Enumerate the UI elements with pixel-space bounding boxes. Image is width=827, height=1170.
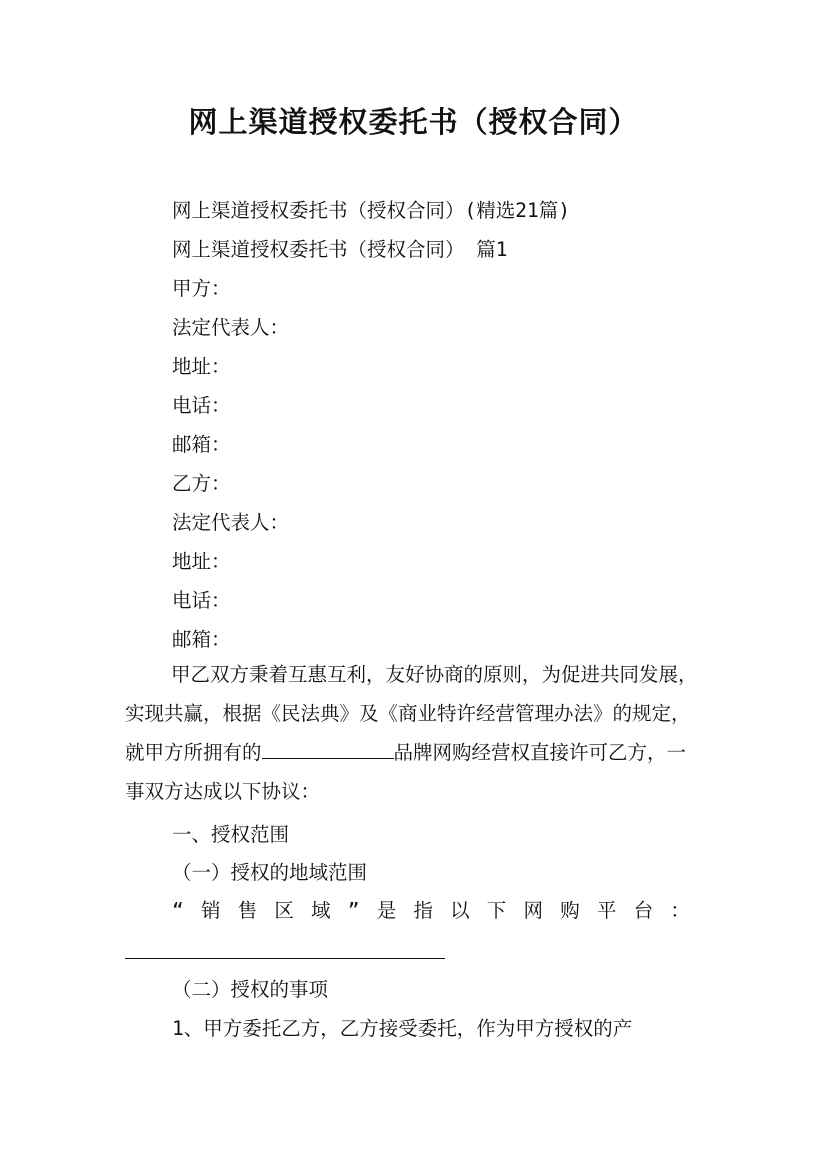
sales-area-line — [172, 898, 690, 924]
intro-paragraph — [125, 655, 705, 811]
sales-area-char: 售 — [237, 899, 258, 922]
sales-area-char: 区 — [274, 899, 294, 922]
section-heading: 网上渠道授权委托书（授权合同） 篇1 — [172, 238, 508, 261]
party-a-phone: 电话： — [172, 394, 231, 417]
sales-area-char: 平 — [596, 899, 617, 922]
party-b-email: 邮箱： — [172, 628, 231, 651]
sales-area-char: 下 — [486, 899, 507, 922]
sales-area-char: 域 — [311, 899, 331, 922]
document-title: 网上渠道授权委托书（授权合同） — [188, 105, 639, 139]
sales-area-char: 以 — [450, 899, 470, 922]
intro-text-part2: 品牌网购经营权直接许可乙方，一事双方达成以下协议： — [125, 741, 687, 803]
sales-area-char: 网 — [523, 899, 544, 922]
party-a-email: 邮箱： — [172, 433, 231, 456]
item1-text: 1、甲方委托乙方，乙方接受委托，作为甲方授权的产 — [172, 1017, 633, 1040]
sales-area-char: 指 — [413, 899, 433, 922]
party-a-representative: 法定代表人： — [172, 316, 290, 339]
clause1-heading: 一、授权范围 — [172, 823, 290, 846]
intro-text-part1: 甲乙双方秉着互惠互利，友好协商的原则，为促进共同发展，实现共赢，根据《民法典》及《商业特许经营管理办法》的规定，就甲方所拥有的 — [125, 663, 698, 764]
sales-area-char: 是 — [376, 899, 397, 922]
sales-platform-blank-field — [125, 958, 445, 959]
party-a-address: 地址： — [172, 355, 231, 378]
brand-blank-field — [262, 740, 394, 759]
sales-area-char: 销 — [200, 899, 221, 922]
party-b-address: 地址： — [172, 550, 231, 573]
document-subtitle: 网上渠道授权委托书（授权合同）(精选21篇) — [172, 199, 570, 222]
party-b-label: 乙方： — [172, 472, 231, 495]
party-a-label: 甲方： — [172, 277, 231, 300]
sales-area-char: “ — [172, 899, 184, 922]
sales-area-char: 台 — [633, 899, 654, 922]
sales-area-char: ” — [347, 899, 360, 922]
sales-area-char: ： — [670, 899, 690, 922]
party-b-representative: 法定代表人： — [172, 511, 290, 534]
clause1-sub1-heading: （一）授权的地域范围 — [172, 861, 368, 884]
party-b-phone: 电话： — [172, 589, 231, 612]
clause1-sub2-heading: （二）授权的事项 — [172, 978, 329, 1001]
sales-area-char: 购 — [560, 899, 580, 922]
